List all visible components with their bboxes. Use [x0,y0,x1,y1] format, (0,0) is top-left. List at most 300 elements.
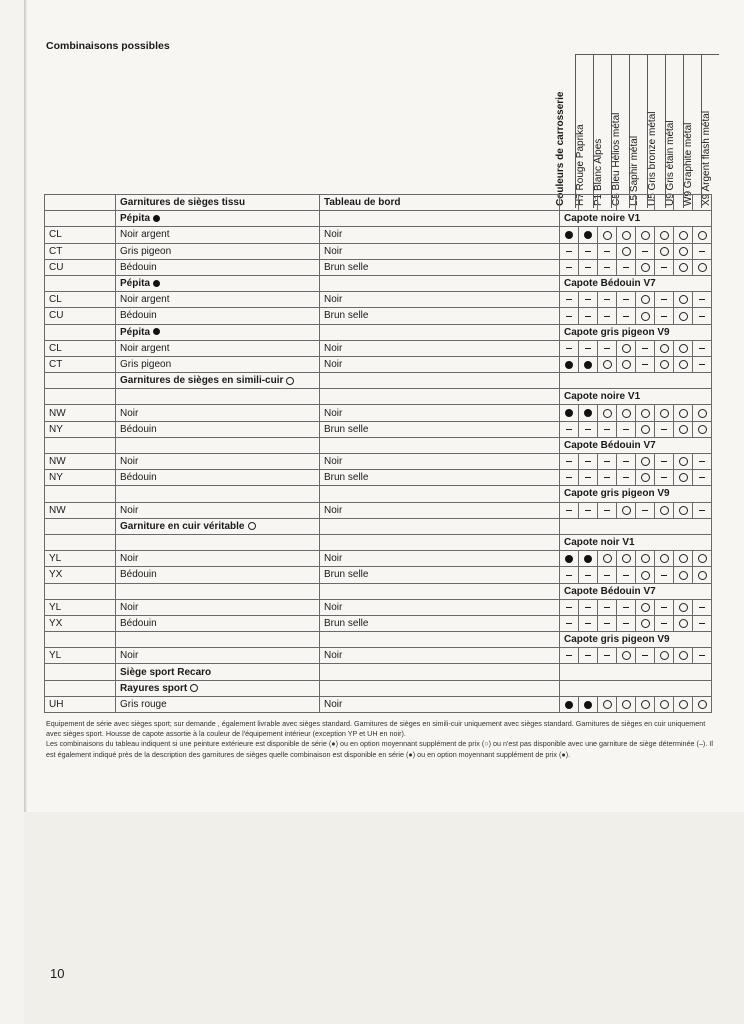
mark-option [636,551,655,567]
mark-option [655,551,674,567]
seat-trim: Noir [116,599,320,615]
section-title [116,534,320,550]
mark-option [655,502,674,518]
option-circle-icon [660,409,669,418]
option-circle-icon [679,344,688,353]
mark-option [674,308,693,324]
dashboard-color: Noir [320,648,560,664]
mark-option [617,648,636,664]
mark-option [636,567,655,583]
code-cell [45,275,116,291]
mark-standard [560,356,579,372]
unavailable-dash-icon [585,461,591,462]
mark-option [617,227,636,243]
unavailable-dash-icon [699,348,705,349]
unavailable-dash-icon [699,510,705,511]
mark-unavailable [693,243,712,259]
mark-option [655,648,674,664]
dashboard-cell [320,275,560,291]
option-circle-icon [698,554,707,563]
trim-code: NW [45,454,116,470]
mark-option [617,696,636,712]
mark-option [636,259,655,275]
color-column-p1 [593,54,612,208]
standard-dot-icon [584,231,592,239]
unavailable-dash-icon [566,251,572,252]
color-label: X9 Argent flash métal [701,110,712,206]
unavailable-dash-icon [566,510,572,511]
mark-unavailable [617,470,636,486]
dashboard-cell [320,632,560,648]
mark-unavailable [560,421,579,437]
option-circle-icon [641,603,650,612]
unavailable-dash-icon [699,299,705,300]
code-cell [45,486,116,502]
unavailable-dash-icon [566,575,572,576]
option-circle-icon [679,295,688,304]
table-row [45,340,712,356]
seat-trim: Noir argent [116,340,320,356]
mark-unavailable [579,454,598,470]
mark-option [636,454,655,470]
mark-unavailable [579,259,598,275]
seat-trim: Gris pigeon [116,356,320,372]
table-row [45,696,712,712]
section-row [45,437,712,453]
seat-trim: Bédouin [116,259,320,275]
mark-option [674,454,693,470]
standard-dot-icon [565,231,573,239]
mark-unavailable [655,421,674,437]
option-circle-icon [679,425,688,434]
trim-code: CU [45,259,116,275]
option-circle-icon [660,651,669,660]
mark-option [674,340,693,356]
combinations-table [44,194,712,713]
option-circle-icon [679,263,688,272]
mark-unavailable [598,259,617,275]
code-cell [45,373,116,389]
unavailable-dash-icon [566,299,572,300]
trim-code: CL [45,340,116,356]
mark-option [598,551,617,567]
option-circle-icon [622,700,631,709]
unavailable-dash-icon [642,251,648,252]
option-circle-icon [679,457,688,466]
standard-dot-icon [584,701,592,709]
option-circle-icon [641,473,650,482]
option-circle-icon [679,554,688,563]
mark-option [674,502,693,518]
unavailable-dash-icon [623,607,629,608]
section-row [45,275,712,291]
mark-unavailable [617,421,636,437]
option-circle-icon [622,409,631,418]
mark-unavailable [579,567,598,583]
dashboard-color: Noir [320,356,560,372]
mark-option [636,696,655,712]
mark-unavailable [693,599,712,615]
option-circle-icon [679,231,688,240]
dashboard-color: Noir [320,227,560,243]
color-label: U9 Gris étain métal [665,120,676,206]
mark-option [617,405,636,421]
section-title: Pépita [116,275,320,291]
mark-option [636,308,655,324]
unavailable-dash-icon [585,251,591,252]
seat-trim: Gris rouge [116,696,320,712]
mark-unavailable [560,648,579,664]
dashboard-color: Noir [320,696,560,712]
code-cell [45,534,116,550]
mark-option [674,696,693,712]
option-circle-icon [641,571,650,580]
trim-code: YL [45,599,116,615]
color-column-x9 [701,54,720,208]
table-row [45,615,712,631]
mark-option [617,551,636,567]
bottom-shade [24,812,744,1024]
section-title: Rayures sport [116,680,320,696]
code-cell [45,518,116,534]
mark-unavailable [636,502,655,518]
table-header-row [45,195,712,211]
mark-unavailable [617,567,636,583]
unavailable-dash-icon [661,607,667,608]
mark-option [674,227,693,243]
mark-option [617,340,636,356]
option-circle-icon [679,619,688,628]
unavailable-dash-icon [585,477,591,478]
mark-unavailable [617,292,636,308]
mark-unavailable [579,243,598,259]
code-cell [45,632,116,648]
mark-unavailable [693,648,712,664]
unavailable-dash-icon [566,623,572,624]
unavailable-dash-icon [604,655,610,656]
table-row [45,599,712,615]
capote-label: Capote Bédouin V7 [560,583,712,599]
color-label: L5 Saphir métal [629,135,640,206]
dashboard-cell [320,518,560,534]
unavailable-dash-icon [623,477,629,478]
mark-unavailable [560,615,579,631]
unavailable-dash-icon [566,429,572,430]
section-row [45,211,712,227]
section-row [45,534,712,550]
dashboard-color: Noir [320,599,560,615]
option-circle-icon [622,247,631,256]
option-circle-icon [679,409,688,418]
color-column-u5 [647,54,666,208]
mark-option [655,696,674,712]
mark-unavailable [636,340,655,356]
mark-unavailable [560,502,579,518]
unavailable-dash-icon [604,429,610,430]
header-mark-cell [617,195,636,211]
section-row [45,389,712,405]
unavailable-dash-icon [566,461,572,462]
mark-option [598,227,617,243]
dashboard-color: Brun selle [320,567,560,583]
option-circle-icon [641,619,650,628]
color-column-l5 [629,54,648,208]
seat-trim: Noir [116,502,320,518]
mark-standard [560,551,579,567]
capote-label: Capote Bédouin V7 [560,437,712,453]
option-circle-icon [641,700,650,709]
option-circle-icon [679,312,688,321]
mark-unavailable [693,470,712,486]
option-circle-icon [660,360,669,369]
mark-standard [560,227,579,243]
unavailable-dash-icon [604,251,610,252]
color-column-c5 [611,54,630,208]
option-circle-icon [679,651,688,660]
unavailable-dash-icon [566,607,572,608]
mark-unavailable [560,243,579,259]
code-cell [45,211,116,227]
color-column-h7 [575,54,594,208]
mark-option [617,356,636,372]
table-row [45,502,712,518]
trim-code: YL [45,551,116,567]
filled-dot-icon [153,280,160,287]
unavailable-dash-icon [642,655,648,656]
trim-code: CT [45,356,116,372]
unavailable-dash-icon [661,575,667,576]
color-label: C5 Bleu Hélios métal [611,112,622,206]
mark-unavailable [598,421,617,437]
code-cell [45,389,116,405]
unavailable-dash-icon [585,655,591,656]
seat-trim: Noir [116,405,320,421]
mark-standard [560,405,579,421]
mark-unavailable [617,599,636,615]
trim-code: NW [45,405,116,421]
mark-unavailable [598,308,617,324]
mark-unavailable [693,340,712,356]
mark-unavailable [598,648,617,664]
mark-unavailable [655,599,674,615]
capote-label: Capote gris pigeon V9 [560,486,712,502]
mark-option [598,696,617,712]
mark-unavailable [598,567,617,583]
table-row [45,243,712,259]
unavailable-dash-icon [604,477,610,478]
mark-unavailable [560,259,579,275]
mark-unavailable [693,292,712,308]
table-row [45,292,712,308]
filled-dot-icon [153,215,160,222]
section-title: Pépita [116,211,320,227]
dashboard-cell [320,211,560,227]
mark-unavailable [655,567,674,583]
mark-unavailable [560,308,579,324]
color-column-w9 [683,54,702,208]
trim-code: CT [45,243,116,259]
unavailable-dash-icon [623,575,629,576]
mark-unavailable [560,470,579,486]
unavailable-dash-icon [661,461,667,462]
mark-option [598,356,617,372]
mark-option [617,243,636,259]
option-circle-icon [698,263,707,272]
mark-unavailable [617,615,636,631]
dashboard-color: Brun selle [320,615,560,631]
mark-unavailable [636,648,655,664]
capote-label [560,373,712,389]
capote-label: Capote Bédouin V7 [560,275,712,291]
option-circle-icon [622,554,631,563]
capote-label: Capote gris pigeon V9 [560,324,712,340]
mark-unavailable [655,615,674,631]
mark-unavailable [655,308,674,324]
option-circle-icon [641,457,650,466]
option-circle-icon [679,360,688,369]
option-circle-icon [603,360,612,369]
unavailable-dash-icon [661,623,667,624]
option-circle-icon [679,603,688,612]
standard-dot-icon [565,409,573,417]
table-row [45,648,712,664]
dashboard-cell [320,583,560,599]
unavailable-dash-icon [585,575,591,576]
trim-code: CL [45,227,116,243]
unavailable-dash-icon [585,623,591,624]
unavailable-dash-icon [566,316,572,317]
unavailable-dash-icon [699,623,705,624]
table-row [45,454,712,470]
option-circle-icon [679,571,688,580]
option-circle-icon [603,700,612,709]
table-row [45,421,712,437]
dashboard-cell [320,437,560,453]
option-circle-icon [622,360,631,369]
mark-option [674,470,693,486]
mark-option [636,405,655,421]
mark-unavailable [579,421,598,437]
footnote-1: Equipement de série avec sièges sport; sur demande , également livrable avec sièges standard. Garnitures de sièges en simili-cuir uniquement avec sièges standard. Garnitures de sièges en cuir uniquement avec sièges sport. Housse de capote assortie à la couleur de l'équipement intérieur (exception YP et UH en noir). [46,719,706,739]
mark-option [636,470,655,486]
dashboard-cell [320,373,560,389]
dashboard-color: Noir [320,340,560,356]
mark-option [693,696,712,712]
section-row [45,518,712,534]
section-title [116,583,320,599]
open-circle-icon [286,377,294,385]
dashboard-cell [320,486,560,502]
unavailable-dash-icon [699,461,705,462]
mark-unavailable [617,454,636,470]
seat-trim: Gris pigeon [116,243,320,259]
unavailable-dash-icon [661,267,667,268]
mark-option [693,551,712,567]
unavailable-dash-icon [699,607,705,608]
open-circle-icon [190,684,198,692]
mark-option [636,227,655,243]
unavailable-dash-icon [623,623,629,624]
mark-unavailable [598,470,617,486]
option-circle-icon [603,231,612,240]
table-row [45,356,712,372]
dashboard-cell [320,389,560,405]
unavailable-dash-icon [566,267,572,268]
option-circle-icon [660,700,669,709]
option-circle-icon [641,312,650,321]
capote-label: Capote gris pigeon V9 [560,632,712,648]
unavailable-dash-icon [623,299,629,300]
trim-code: CU [45,308,116,324]
section-row [45,324,712,340]
section-row [45,583,712,599]
unavailable-dash-icon [604,510,610,511]
capote-label: Capote noir V1 [560,534,712,550]
trim-code: NY [45,421,116,437]
section-title [116,486,320,502]
mark-unavailable [598,454,617,470]
option-circle-icon [622,651,631,660]
unavailable-dash-icon [604,623,610,624]
table-row [45,567,712,583]
option-circle-icon [698,409,707,418]
mark-option [598,405,617,421]
option-circle-icon [660,231,669,240]
section-row [45,680,712,696]
code-cell [45,583,116,599]
capote-label [560,680,712,696]
section-title: Pépita [116,324,320,340]
mark-option [674,405,693,421]
mark-unavailable [617,259,636,275]
mark-option [674,615,693,631]
header-mark-cell [655,195,674,211]
mark-option [636,292,655,308]
trim-code: YX [45,567,116,583]
dashboard-color: Noir [320,502,560,518]
mark-standard [579,405,598,421]
mark-unavailable [693,502,712,518]
unavailable-dash-icon [604,461,610,462]
mark-standard [560,696,579,712]
section-title [116,389,320,405]
dashboard-color: Noir [320,551,560,567]
option-circle-icon [679,700,688,709]
unavailable-dash-icon [642,348,648,349]
unavailable-dash-icon [604,607,610,608]
trim-code: CL [45,292,116,308]
unavailable-dash-icon [585,299,591,300]
option-circle-icon [641,231,650,240]
unavailable-dash-icon [604,316,610,317]
trim-code: YX [45,615,116,631]
mark-unavailable [598,243,617,259]
standard-dot-icon [565,361,573,369]
mark-unavailable [636,243,655,259]
seat-trim: Noir [116,648,320,664]
option-circle-icon [660,506,669,515]
mark-option [674,292,693,308]
mark-unavailable [579,470,598,486]
option-circle-icon [660,247,669,256]
color-label: H7 Rouge Paprika [575,124,586,206]
seat-trim: Bédouin [116,421,320,437]
dashboard-cell [320,534,560,550]
unavailable-dash-icon [623,461,629,462]
capote-label [560,518,712,534]
mark-standard [579,227,598,243]
dashboard-color: Noir [320,243,560,259]
